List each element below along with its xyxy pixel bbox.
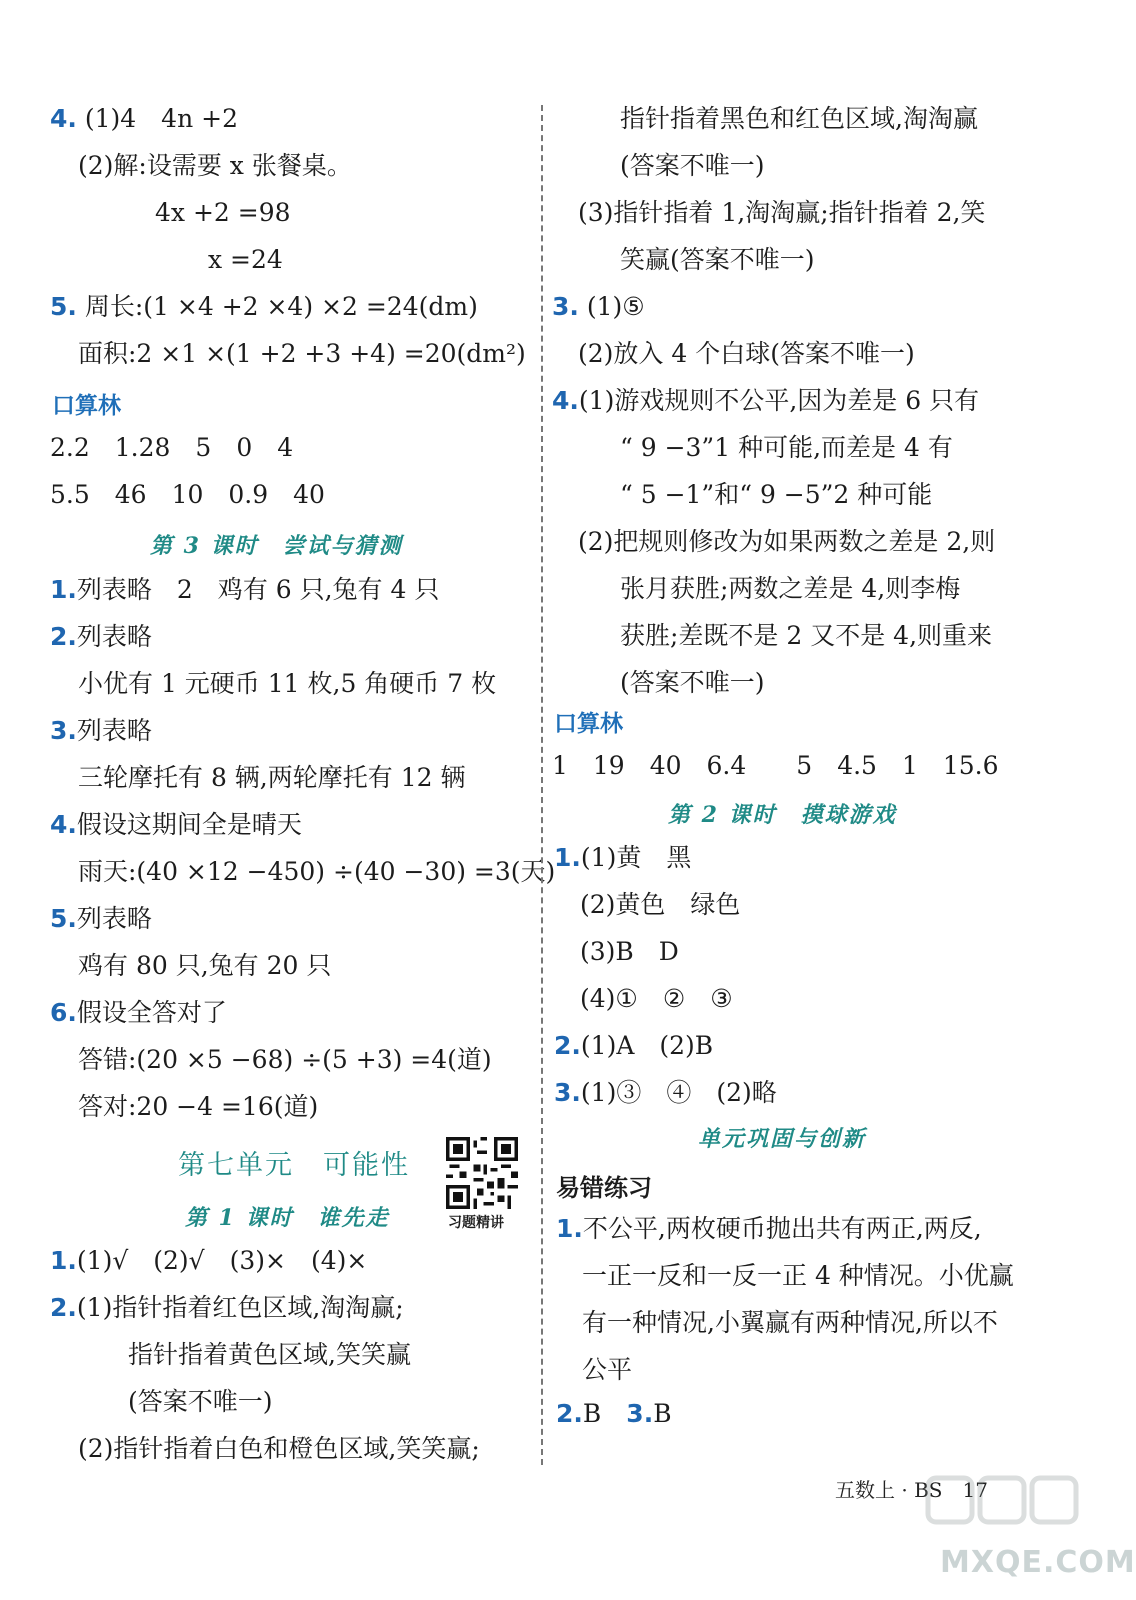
oral-calc-heading: 口算林 (554, 711, 623, 737)
answer-text: (1)√ (2)√ (3)× (4)× (76, 1246, 368, 1275)
answer-text: 面积:2 ×1 ×(1 +2 +3 +4) =20(dm²) (78, 339, 526, 368)
answer-text: 不公平,两枚硬币抛出共有两正,两反, (582, 1214, 982, 1243)
answer-text: 列表略 (76, 716, 152, 745)
question-number: 6. (50, 998, 77, 1027)
question-number: 3. (626, 1399, 654, 1428)
answer-text: (2)放入 4 个白球(答案不唯一) (578, 339, 915, 368)
answer-text: (答案不唯一) (620, 668, 765, 697)
answer-text: 笑赢(答案不唯一) (620, 245, 815, 274)
answer-line (554, 1077, 777, 1109)
qr-code-label: 习题精讲 (448, 1215, 504, 1231)
watermark-text: MXQE.COM (940, 1545, 1136, 1580)
answer-text: 假设全答对了 (76, 998, 227, 1027)
answer-line (50, 1245, 367, 1277)
answer-text: “ 9 −3”1 种可能,而差是 4 有 (620, 433, 953, 462)
answer-text: B (653, 1399, 672, 1428)
answer-line (50, 715, 152, 747)
answer-text: (4)① ② ③ (580, 984, 733, 1013)
answer-text: 小优有 1 元硬币 11 枚,5 角硬币 7 枚 (78, 669, 497, 698)
answer-line (50, 1292, 404, 1324)
answer-text: 列表略 (76, 904, 152, 933)
question-number: 1. (556, 1214, 583, 1243)
answer-text: (2)指针指着白色和橙色区域,笑笑赢; (78, 1434, 480, 1463)
question-number: 2. (556, 1399, 583, 1428)
lesson-heading: 第 3 课时 尝试与猜测 (150, 533, 403, 559)
question-number: 3. (50, 716, 77, 745)
answer-text: 指针指着黑色和红色区域,淘淘赢 (620, 104, 978, 133)
lesson-heading: 第 2 课时 摸球游戏 (668, 802, 897, 828)
answer-text: 一正一反和一反一正 4 种情况。小优赢 (582, 1261, 1014, 1290)
answer-line (556, 1398, 672, 1430)
page-footer: 五数上 · BS 17 (835, 1478, 988, 1502)
qr-code-icon[interactable] (446, 1137, 518, 1209)
answer-text: 获胜;差既不是 2 又不是 4,则重来 (620, 621, 993, 650)
answer-line (554, 1030, 713, 1062)
answer-line (50, 103, 238, 135)
mistakes-heading: 易错练习 (556, 1174, 652, 1202)
answer-line (554, 842, 691, 874)
question-number: 2. (50, 622, 77, 651)
answer-text: (1)游戏规则不公平,因为差是 6 只有 (578, 386, 980, 415)
question-number: 2. (554, 1031, 581, 1060)
answer-text: (3)指针指着 1,淘淘赢;指针指着 2,笑 (578, 198, 986, 227)
answer-text: (1)A (2)B (580, 1031, 714, 1060)
answer-text: 列表略 (76, 622, 152, 651)
question-number: 3. (552, 292, 579, 321)
answer-line (50, 903, 152, 935)
answer-text: 答对:20 −4 =16(道) (78, 1092, 319, 1121)
oral-calc-row: 2.2 1.28 5 0 4 (50, 433, 294, 462)
answer-text: (答案不唯一) (128, 1387, 273, 1416)
answer-text: 答错:(20 ×5 −68) ÷(5 +3) =4(道) (78, 1045, 492, 1074)
answer-text: 雨天:(40 ×12 −450) ÷(40 −30) =3(天) (78, 857, 556, 886)
oral-calc-row: 1 19 40 6.4 5 4.5 1 15.6 (552, 751, 999, 780)
oral-calc-row: 5.5 46 10 0.9 40 (50, 480, 325, 509)
question-number: 1. (554, 843, 581, 872)
answer-line (50, 621, 152, 653)
answer-line (556, 1213, 982, 1245)
answer-text: 列表略 2 鸡有 6 只,兔有 4 只 (76, 575, 440, 604)
answer-text: 周长:(1 ×4 +2 ×4) ×2 =24(dm) (84, 292, 478, 321)
question-number: 2. (50, 1293, 77, 1322)
equation: 4x +2 =98 (155, 198, 291, 227)
answer-text: 指针指着黄色区域,笑笑赢 (128, 1340, 411, 1369)
answer-line (552, 291, 645, 323)
answer-text: 张月获胜;两数之差是 4,则李梅 (620, 574, 961, 603)
column-divider (541, 105, 543, 1465)
answer-text: (3)B D (580, 937, 679, 966)
answer-text: (1)③ ④ (2)略 (580, 1078, 777, 1107)
answer-text: (2)黄色 绿色 (580, 890, 741, 919)
question-number: 1. (50, 1246, 77, 1275)
question-number: 5. (50, 904, 77, 933)
answer-text: (2)解:设需要 x 张餐桌。 (78, 151, 352, 180)
answer-text: 假设这期间全是晴天 (76, 810, 302, 839)
section-heading: 单元巩固与创新 (698, 1126, 867, 1152)
answer-line (50, 291, 478, 323)
answer-text: 公平 (582, 1355, 633, 1384)
answer-text: (1)⑤ (586, 292, 645, 321)
answer-text: B (582, 1399, 602, 1428)
answer-line (50, 809, 302, 841)
answer-text: (答案不唯一) (620, 151, 765, 180)
answer-text: (1)指针指着红色区域,淘淘赢; (76, 1293, 404, 1322)
question-number: 3. (554, 1078, 581, 1107)
answer-text: 鸡有 80 只,兔有 20 只 (78, 951, 332, 980)
question-number: 1. (50, 575, 77, 604)
unit-heading: 第七单元 可能性 (178, 1150, 410, 1181)
answer-line (50, 574, 439, 606)
question-number: 4. (50, 104, 77, 133)
lesson-heading: 第 1 课时 谁先走 (185, 1205, 390, 1231)
answer-text: (2)把规则修改为如果两数之差是 2,则 (578, 527, 996, 556)
oral-calc-heading: 口算林 (52, 393, 121, 419)
answer-text: 有一种情况,小翼赢有两种情况,所以不 (582, 1308, 998, 1337)
answer-line (552, 385, 979, 417)
answer-text: (1)黄 黑 (580, 843, 692, 872)
answer-text: 三轮摩托有 8 辆,两轮摩托有 12 辆 (78, 763, 466, 792)
question-number: 5. (50, 292, 77, 321)
answer-text: “ 5 −1”和“ 9 −5”2 种可能 (620, 480, 933, 509)
answer-line (50, 997, 227, 1029)
answer-text: (1)4 4n +2 (84, 104, 238, 133)
equation: x =24 (208, 245, 283, 274)
question-number: 4. (552, 386, 579, 415)
question-number: 4. (50, 810, 77, 839)
